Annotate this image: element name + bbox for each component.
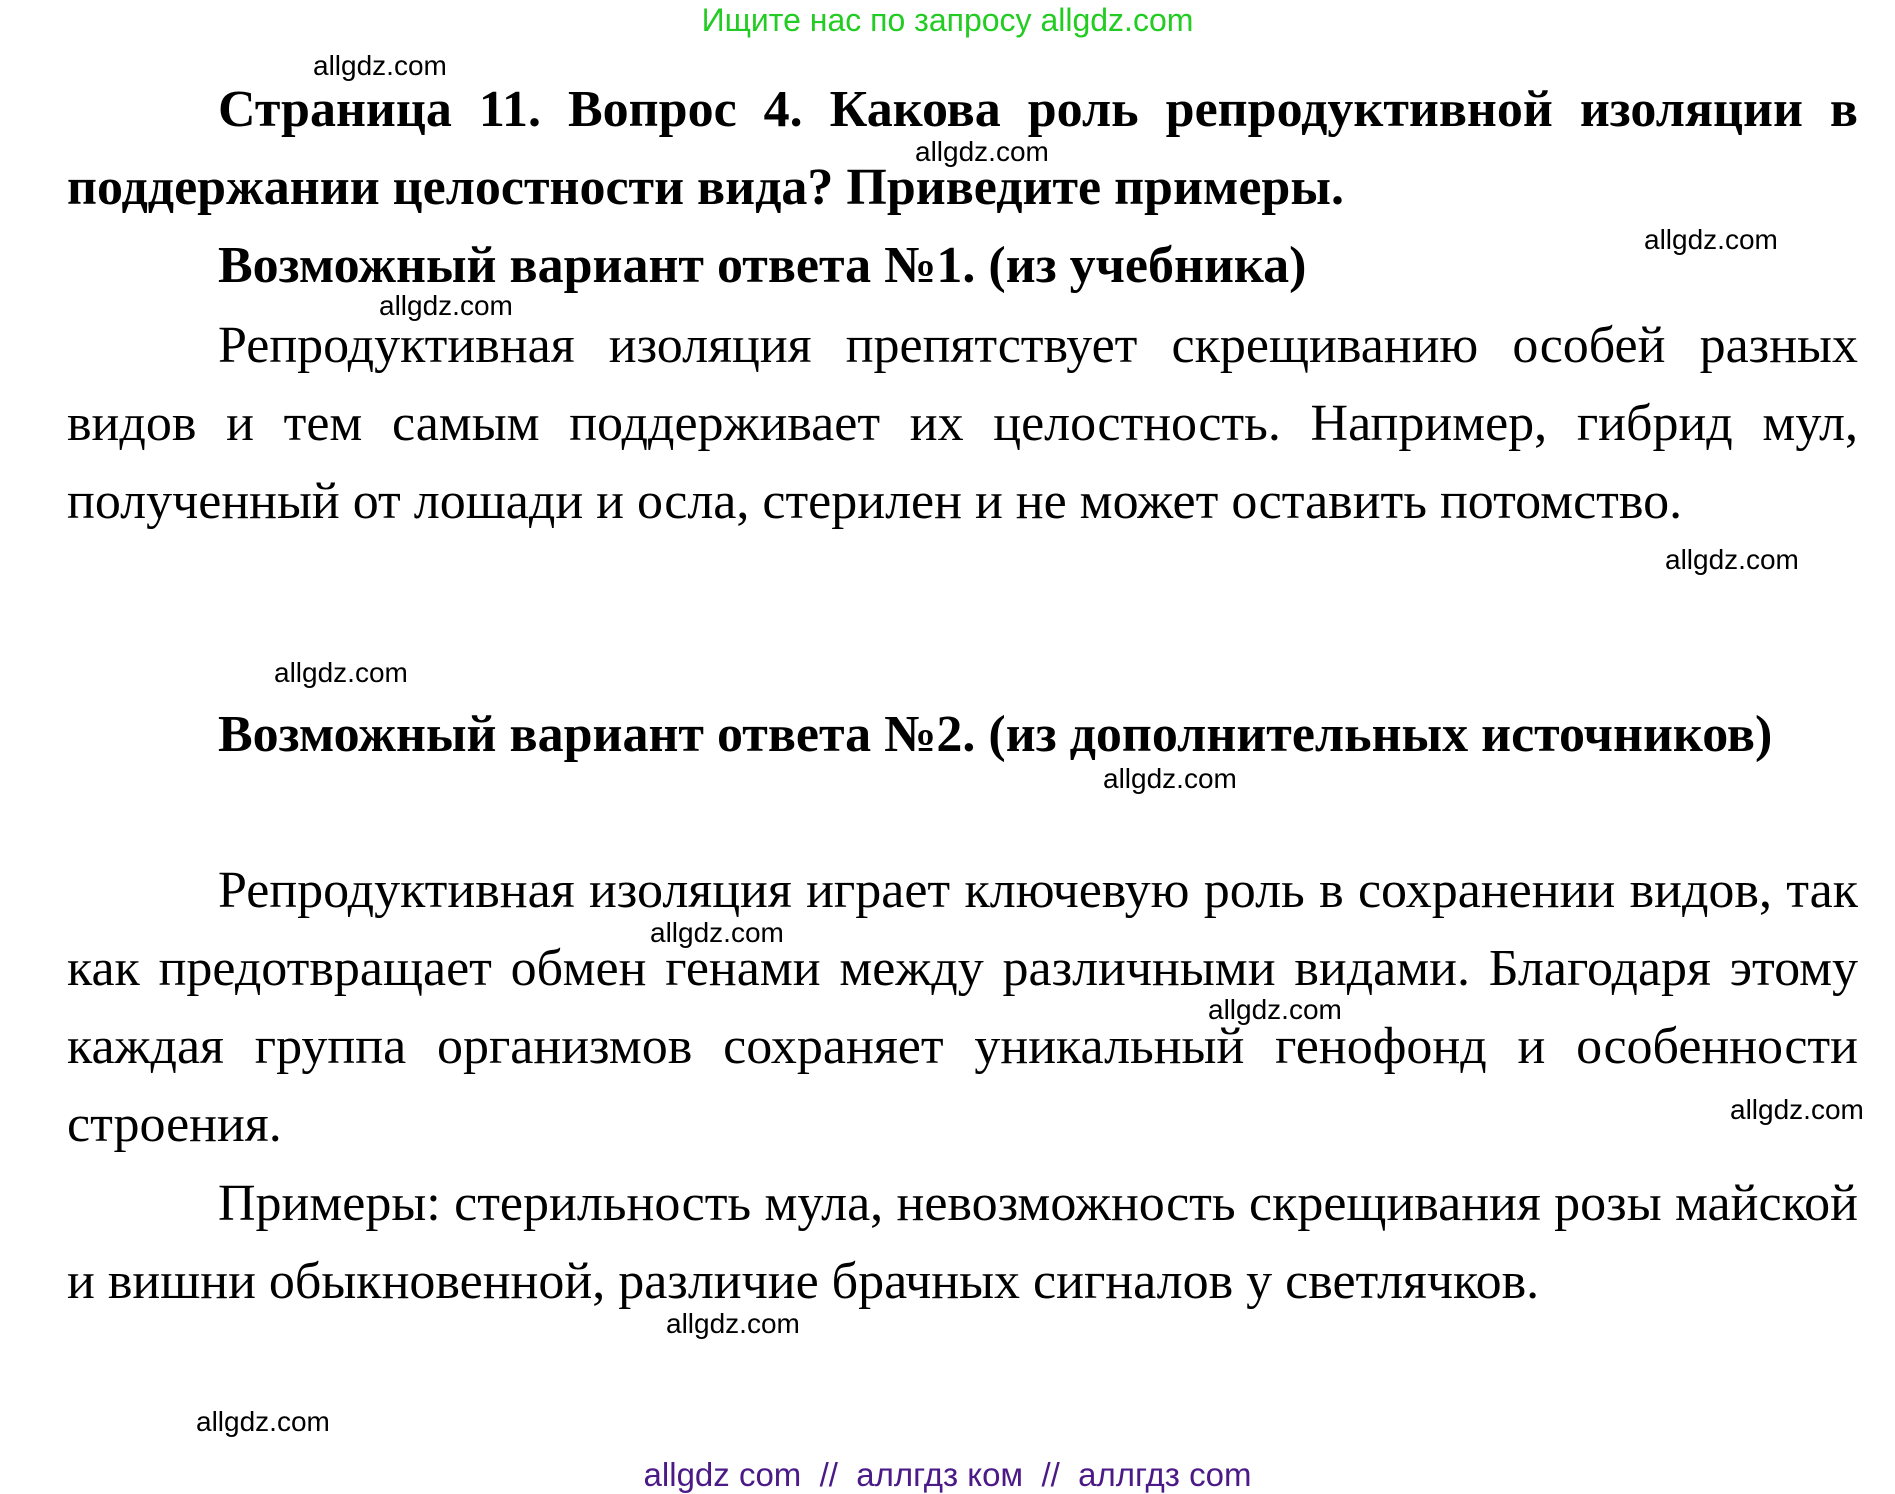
- watermark: allgdz.com: [196, 1406, 330, 1437]
- answer2-paragraph: Репродуктивная изоляция играет ключевую роль в сохранении видов, так как предотвращает обмен генами между различными видами. Благодаря этому каждая группа организмов сохраняет уникальный генофонд и особенности строения.: [67, 862, 1858, 1153]
- watermark: allgdz.com: [313, 50, 447, 81]
- footer-banner: [0, 1456, 1895, 1494]
- watermark: allgdz.com: [1208, 994, 1342, 1025]
- question-title: Страница 11. Вопрос 4. Какова роль репродуктивной изоляции в поддержании целостности вида? Приведите примеры.: [67, 81, 1858, 216]
- watermark: allgdz.com: [1730, 1094, 1864, 1125]
- answer1-heading: Возможный вариант ответа №1. (из учебника): [218, 237, 1307, 294]
- watermark: allgdz.com: [650, 917, 784, 948]
- watermark: allgdz.com: [274, 657, 408, 688]
- search-banner: Ищите нас по запросу allgdz.com: [701, 2, 1194, 38]
- watermark: allgdz.com: [379, 290, 513, 321]
- answer2-examples: Примеры: стерильность мула, невозможность скрещивания розы майской и вишни обыкновенной, различие брачных сигналов у светлячков.: [67, 1175, 1858, 1310]
- footer-banner-text: allgdz com // аллгдз ком // аллгдз com: [643, 1456, 1252, 1493]
- watermark: allgdz.com: [1644, 224, 1778, 255]
- answer1-text: Репродуктивная изоляция препятствует скрещиванию особей разных видов и тем самым поддерживает их целостность. Например, гибрид мул, полученный от лошади и осла, стерилен и не может оставить потомство.: [67, 317, 1858, 530]
- watermark: allgdz.com: [666, 1308, 800, 1339]
- watermark: allgdz.com: [915, 136, 1049, 167]
- watermark: allgdz.com: [1103, 763, 1237, 794]
- answer2-heading: Возможный вариант ответа №2. (из дополнительных источников): [218, 706, 1773, 763]
- watermark: allgdz.com: [1665, 544, 1799, 575]
